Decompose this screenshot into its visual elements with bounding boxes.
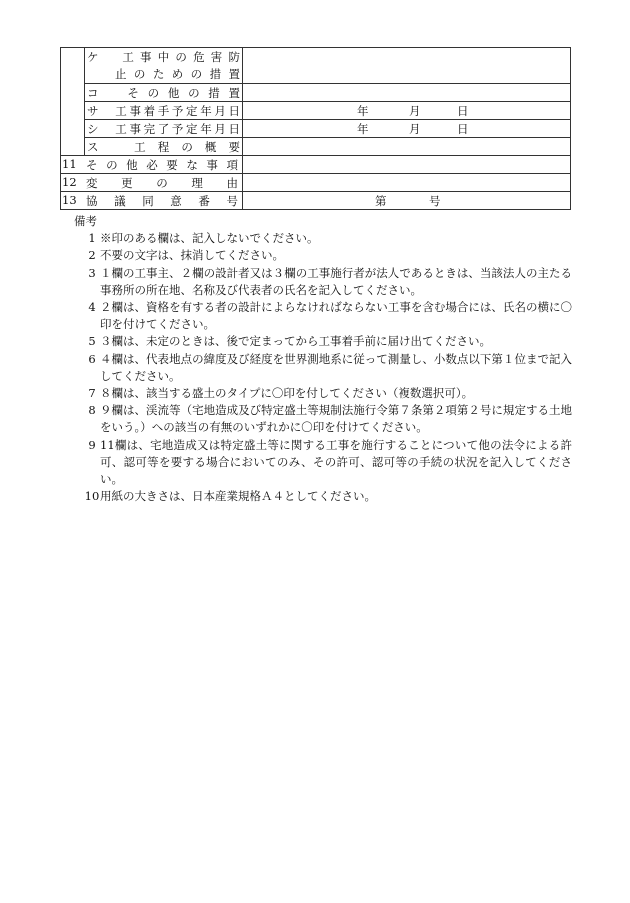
table-row	[61, 120, 571, 138]
form-table	[60, 47, 571, 210]
notes-section	[60, 213, 572, 505]
row-label-13	[61, 192, 243, 210]
label-line-2: 止のための措置	[115, 66, 240, 81]
row-label-su: ス 工程の概要	[85, 138, 243, 156]
table-row	[61, 102, 571, 120]
table-row	[61, 174, 571, 192]
table-row	[61, 138, 571, 156]
value-cell-13[interactable]	[243, 192, 571, 210]
year-label: 年	[357, 104, 369, 118]
row-label-shi: シ 工事完了予定年月日	[85, 120, 243, 138]
value-cell-12[interactable]	[243, 174, 571, 192]
note-item: 5 ３欄は、未定のときは、後で定まってから工事着手前に届け出てください。	[88, 334, 491, 349]
row-label-sa: サ 工事着手予定年月日	[85, 102, 243, 120]
row-label: 協議同意番号	[86, 193, 238, 208]
row-number: 12	[62, 174, 77, 189]
table-row	[61, 192, 571, 210]
note-item: 1 ※印のある欄は、記入しないでください。	[88, 231, 319, 246]
date-cell-end[interactable]	[243, 120, 571, 138]
month-label: 月	[409, 122, 421, 136]
table-row	[61, 84, 571, 102]
row-label-11	[61, 156, 243, 174]
note-item: 9 11欄は、宅地造成又は特定盛土等に関する工事を施行することについて他の法令による許可、認可等を要する場合においてのみ、その許可、認可等の手続の状況を記入してください。	[88, 437, 572, 487]
label-line-1: ケ 工事中の危害防	[87, 49, 240, 64]
value-cell-ko[interactable]	[243, 84, 571, 102]
day-label: 日	[457, 104, 469, 118]
row-number: 11	[62, 156, 77, 171]
row-label-ke	[85, 48, 243, 84]
day-label: 日	[457, 122, 469, 136]
row-label-ko: コ その他の措置	[85, 84, 243, 102]
year-label: 年	[357, 122, 369, 136]
table-row	[61, 156, 571, 174]
note-item: 7 ８欄は、該当する盛土のタイプに〇印を付してください（複数選択可）。	[88, 386, 474, 401]
blank-cell	[61, 48, 85, 156]
note-item: 8 ９欄は、渓流等（宅地造成及び特定盛土等規制法施行令第７条第２項第２号に規定する土地をいう。）への該当の有無のいずれかに〇印を付けてください。	[88, 403, 572, 435]
table-row	[61, 48, 571, 84]
value-cell-ke[interactable]	[243, 48, 571, 84]
note-item: 10 用紙の大きさは、日本産業規格Ａ４としてください。	[84, 489, 376, 504]
note-item: 6 ４欄は、代表地点の緯度及び経度を世界測地系に従って測量し、小数点以下第１位まで記入してください。	[88, 351, 572, 383]
row-label: その他必要な事項	[86, 157, 238, 172]
row-number: 13	[62, 192, 77, 207]
note-item: 3 １欄の工事主、２欄の設計者又は３欄の工事施行者が法人であるときは、当該法人の主たる事務所の所在地、名称及び代表者の氏名を記入してください。	[88, 265, 572, 297]
date-cell-start[interactable]	[243, 102, 571, 120]
number-prefix: 第	[375, 194, 387, 208]
row-label: 変更の理由	[86, 175, 238, 190]
value-cell-su[interactable]	[243, 138, 571, 156]
note-item: 4 ２欄は、資格を有する者の設計によらなければならない工事を含む場合には、氏名の横に〇印を付けてください。	[88, 300, 572, 332]
value-cell-11[interactable]	[243, 156, 571, 174]
row-label-12	[61, 174, 243, 192]
number-suffix: 号	[429, 194, 441, 208]
notes-heading: 備考	[74, 214, 97, 228]
note-item: 2 不要の文字は、抹消してください。	[88, 248, 284, 263]
month-label: 月	[409, 104, 421, 118]
